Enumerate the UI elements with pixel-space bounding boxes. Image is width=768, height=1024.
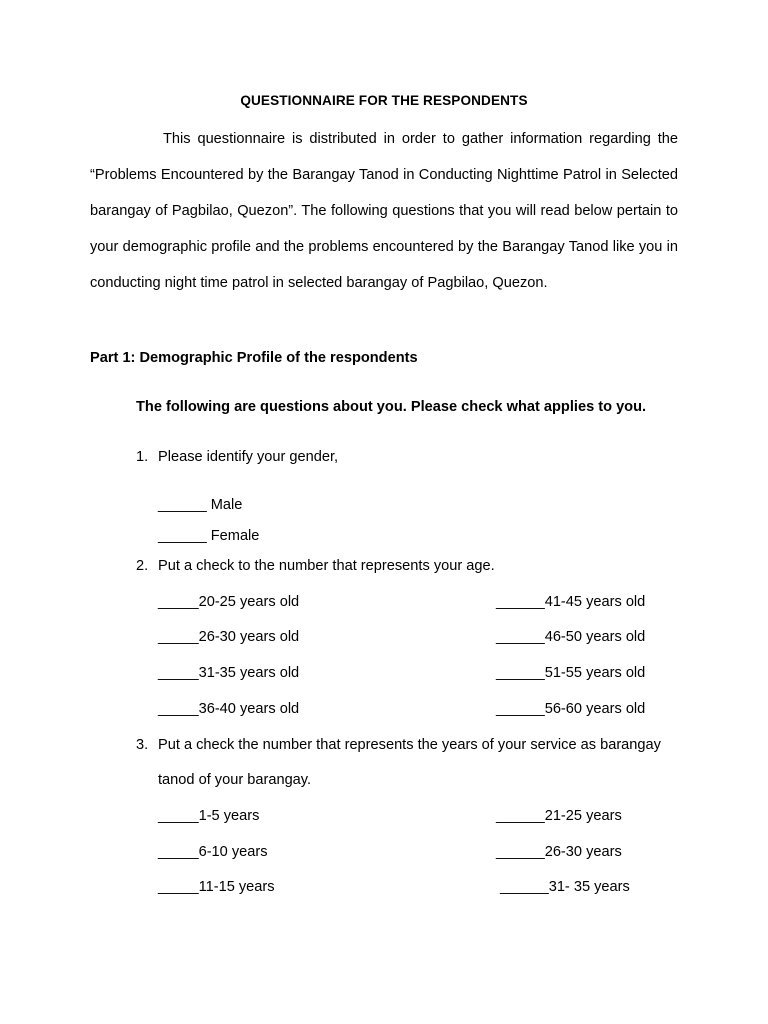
age-option-26-30[interactable]: _____26-30 years old (158, 629, 300, 645)
gender-option-female[interactable]: ______ Female (158, 528, 260, 544)
service-option-31-35[interactable]: ______31- 35 years (500, 879, 630, 895)
age-option-41-45[interactable]: ______41-45 years old (496, 594, 646, 610)
age-option-51-55[interactable]: ______51-55 years old (496, 665, 646, 681)
part1-heading: Part 1: Demographic Profile of the respondents (90, 350, 418, 366)
question-2-number: 2. (136, 558, 149, 574)
question-2-text: Put a check to the number that represents your age. (158, 558, 495, 574)
service-option-21-25[interactable]: ______21-25 years (496, 808, 622, 824)
question-1-number: 1. (136, 449, 149, 465)
age-option-20-25[interactable]: _____20-25 years old (158, 594, 300, 610)
question-3-text-line2: tanod of your barangay. (158, 772, 312, 788)
intro-paragraph: This questionnaire is distributed in order to gather information regarding the “Problems Encountered by the Barangay Tanod in Conducting Nighttime Patrol in Selected barangay of Pagbilao, Quezon”. The following questions that you will read below pertain to your demographic profile and the problems encountered by the Barangay Tanod like you in conducting night time patrol in selected barangay of Pagbilao, Quezon. (90, 131, 678, 291)
question-3-number: 3. (136, 737, 149, 753)
gender-option-male[interactable]: ______ Male (158, 497, 243, 513)
age-option-36-40[interactable]: _____36-40 years old (158, 701, 300, 717)
service-option-26-30[interactable]: ______26-30 years (496, 844, 622, 860)
service-option-11-15[interactable]: _____11-15 years (158, 879, 275, 895)
question-1-text: Please identify your gender, (158, 449, 339, 465)
service-option-6-10[interactable]: _____6-10 years (158, 844, 268, 860)
age-option-46-50[interactable]: ______46-50 years old (496, 629, 646, 645)
part1-instruction: The following are questions about you. Please check what applies to you. (136, 399, 647, 415)
age-option-31-35[interactable]: _____31-35 years old (158, 665, 300, 681)
question-3-text-line1: Put a check the number that represents the years of your service as barangay (158, 737, 661, 753)
service-option-1-5[interactable]: _____1-5 years (158, 808, 260, 824)
document-title: QUESTIONNAIRE FOR THE RESPONDENTS (240, 93, 528, 108)
age-option-56-60[interactable]: ______56-60 years old (496, 701, 646, 717)
